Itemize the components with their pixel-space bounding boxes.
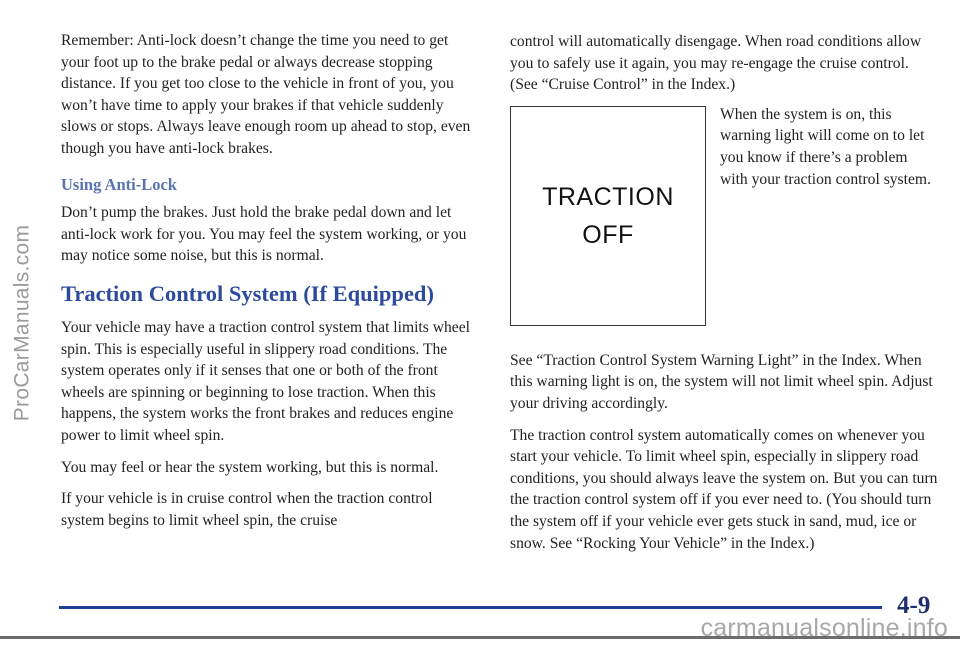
warning-light-line-2: OFF xyxy=(582,220,634,249)
pump-brakes-paragraph: Don’t pump the brakes. Just hold the brake pedal down and let anti-lock work for you. You may feel the system working, or you may notice some noise, but this is normal. xyxy=(61,204,467,265)
traction-off-warning-light xyxy=(510,106,706,326)
warning-light-section xyxy=(510,106,938,340)
cruise-control-paragraph: If your vehicle is in cruise control when the traction control system begins to limit wheel spin, the cruise xyxy=(61,490,433,529)
using-anti-lock-subheading: Using Anti-Lock xyxy=(61,174,177,194)
automatic-on-paragraph: The traction control system automatically comes on whenever you start your vehicle. To limit wheel spin, especially in slippery road conditions, you should always leave the system on. But you can turn the traction control system off if you ever need to. (You should turn the system off if your vehicle ever gets stuck in sand, mud, ice or snow. See “Rocking Your Vehicle” in the Index.) xyxy=(510,426,938,552)
warning-light-line-1: TRACTION xyxy=(542,182,674,211)
bottom-watermark: carmanualsonline.info xyxy=(700,614,948,642)
side-watermark xyxy=(2,0,42,645)
see-index-paragraph: See “Traction Control System Warning Light” in the Index. When this warning light is on, the system will not limit wheel spin. Adjust your driving accordingly. xyxy=(510,351,933,412)
system-on-paragraph: When the system is on, this warning light will come on to let you know if there’s a problem with your traction control system. xyxy=(720,105,931,188)
remember-paragraph: Remember: Anti-lock doesn’t change the time you need to get your foot up to the brake pedal or always decrease stopping distance. If you get too close to the vehicle in front of you, you won’t have time to apply your brakes if that vehicle suddenly slows or stops. Always leave enough room up ahead to stop, even though you have anti-lock brakes. xyxy=(61,32,471,157)
cruise-disengage-paragraph: control will automatically disengage. When road conditions allow you to safely use it again, you may re-engage the cruise control. (See “Cruise Control” in the Index.) xyxy=(510,33,922,94)
side-watermark-text: ProCarManuals.com xyxy=(10,224,33,421)
page-number: 4-9 xyxy=(897,592,931,619)
left-column xyxy=(61,30,479,541)
traction-system-paragraph: Your vehicle may have a traction control system that limits wheel spin. This is especially useful in slippery road conditions. The system operates only if it senses that one or both of the front wheels are spinning or beginning to lose traction. When this happens, the system works the front brakes and reduces engine power to limit wheel spin. xyxy=(61,318,470,444)
traction-control-heading: Traction Control System (If Equipped) xyxy=(61,280,434,306)
footer-rule xyxy=(59,606,882,609)
feel-hear-paragraph: You may feel or hear the system working, but this is normal. xyxy=(61,458,439,476)
right-column xyxy=(510,31,938,564)
